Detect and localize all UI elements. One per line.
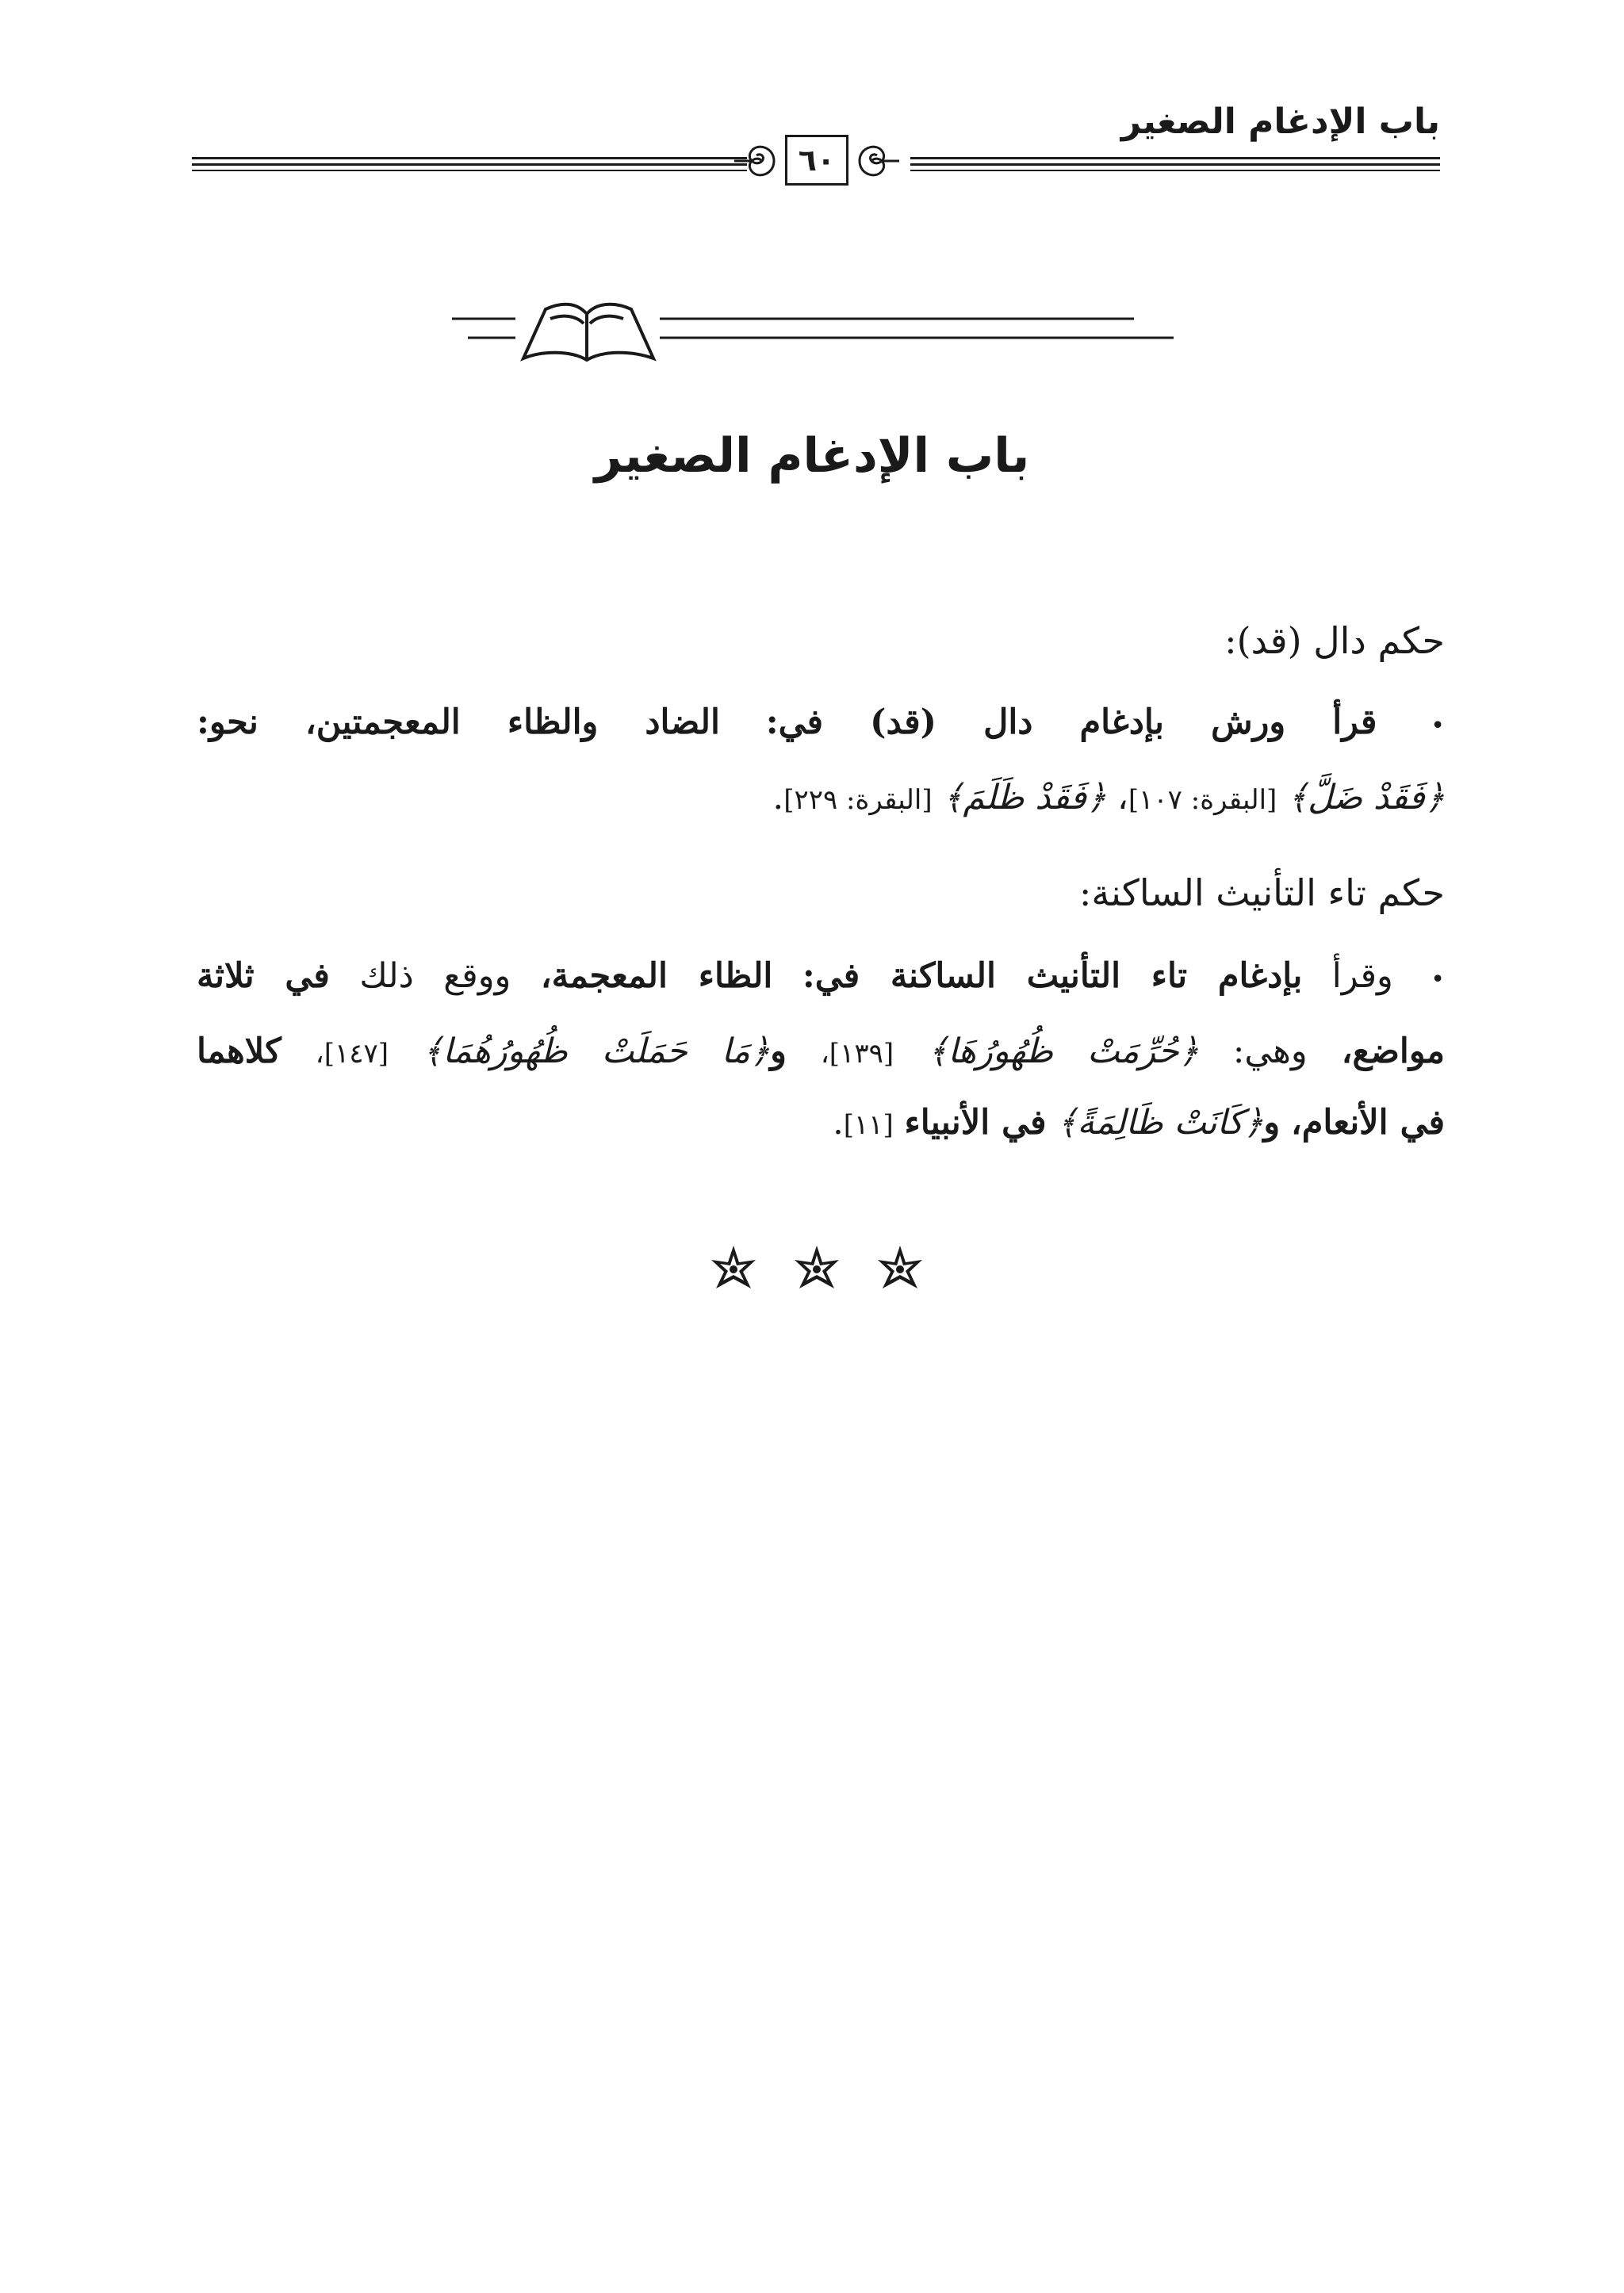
open-book-icon [523, 304, 653, 360]
text-run: في الأنبياء [904, 1103, 1047, 1143]
quran-verse: ﴿حُرِّمَتْ ظُهُورُهَا﴾ [928, 1032, 1199, 1071]
period: . [772, 778, 784, 817]
section-heading-qad: حكم دال (قد): [1224, 619, 1445, 662]
paragraph-line [197, 1103, 1445, 1143]
text-run: مواضع، [1341, 1032, 1446, 1071]
verse-reference: [البقرة: ١٠٧] [1128, 784, 1277, 816]
quran-verse: ﴿مَا حَمَلَتْ ظُهُورُهُمَا﴾ [423, 1032, 771, 1071]
verse-reference: [١١] [843, 1109, 894, 1141]
paragraph-line [197, 1032, 1446, 1071]
text-run: وهي: [1232, 1032, 1308, 1071]
star-ornament-icon [878, 1246, 922, 1288]
paragraph-line [197, 956, 1445, 996]
text-run: كلاهما [197, 1032, 282, 1071]
star-ornament-icon [795, 1246, 839, 1288]
header-rule-right [910, 157, 1440, 171]
section-heading-taa: حكم تاء التأنيث الساكنة: [1078, 871, 1445, 914]
star-ornament-icon [711, 1246, 756, 1288]
running-header-title: باب الإدغام الصغير [1120, 101, 1440, 142]
conjunction: و [770, 1032, 787, 1071]
conjunction: و [1263, 1103, 1281, 1143]
text-run: ووقع ذلك [359, 956, 511, 996]
end-ornament [698, 1241, 936, 1296]
quran-verse: ﴿كَانَتْ ظَالِمَةً﴾ [1057, 1103, 1264, 1143]
text-run: وقرأ [1331, 956, 1393, 996]
verse-reference: [البقرة: ٢٢٩] [783, 784, 933, 816]
page-number: ٦٠ [785, 135, 848, 186]
bullet-icon: • [1431, 712, 1445, 740]
verse-reference: [١٤٧]، [315, 1038, 389, 1070]
period: . [833, 1103, 844, 1143]
header-rule-left [192, 157, 747, 171]
verse-reference: [١٣٩]، [820, 1038, 894, 1070]
text-run: الظاء المعجمة، [540, 956, 773, 996]
chapter-book-ornament [452, 295, 1174, 366]
text-run: بإدغام تاء التأنيث الساكنة في: [802, 956, 1303, 996]
scroll-ornament-icon [855, 133, 901, 189]
scroll-ornament-icon [733, 133, 779, 189]
paragraph-line [197, 778, 1445, 817]
bullet-icon: • [1431, 966, 1445, 993]
separator: ، [1116, 778, 1128, 817]
text-run: الضاد والظاء المعجمتين، نحو: [197, 702, 720, 742]
text-run: في ثلاثة [197, 956, 330, 996]
text-run: قرأ ورش بإدغام دال (قد) في: [765, 702, 1377, 742]
quran-verse: ﴿فَقَدْ ضَلَّ﴾ [1287, 778, 1445, 817]
paragraph-line [197, 702, 1445, 742]
quran-verse: ﴿فَقَدْ ظَلَمَ﴾ [943, 778, 1107, 817]
text-run: في الأنعام، [1290, 1103, 1445, 1143]
chapter-title: باب الإدغام الصغير [594, 428, 1030, 484]
